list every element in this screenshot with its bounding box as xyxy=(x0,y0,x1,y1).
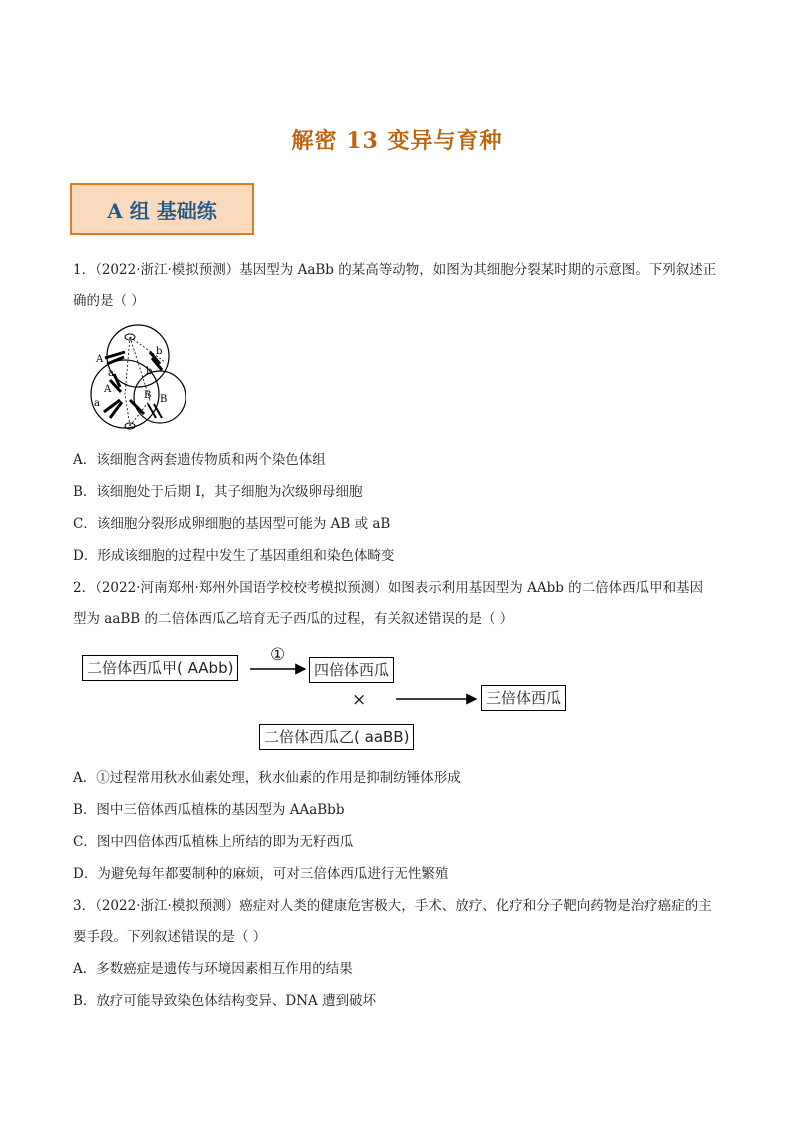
q3-option-a: A．多数癌症是遗传与环境因素相互作用的结果 xyxy=(73,961,353,977)
step-one-marker: ① xyxy=(270,645,286,665)
fig-label-A2: A xyxy=(104,384,112,395)
q1-option-d: D．形成该细胞的过程中发生了基因重组和染色体畸变 xyxy=(73,548,395,564)
q1-stem-line2: 确的是（ ） xyxy=(73,293,145,309)
fig-label-a1: a xyxy=(108,368,114,379)
q1-option-b: B．该细胞处于后期 I，其子细胞为次级卵母细胞 xyxy=(73,484,363,500)
fig-label-A1: A xyxy=(96,354,104,365)
page-title: 解密 13 变异与育种 xyxy=(291,128,503,154)
box-diploid-yi: 二倍体西瓜乙( aaBB) xyxy=(259,724,414,750)
q3-stem-line2: 要手段。下列叙述错误的是（ ） xyxy=(73,929,267,945)
fig-label-a2: a xyxy=(94,398,100,409)
box-diploid-jia: 二倍体西瓜甲( AAbb) xyxy=(82,655,238,681)
q3-stem-line1: 3．（2022·浙江·模拟预测）癌症对人类的健康危害极大，手术、放疗、化疗和分子靶向药物是治疗癌症的主 xyxy=(73,898,712,914)
q3-option-b: B．放疗可能导致染色体结构变异、DNA 遭到破坏 xyxy=(73,993,377,1009)
q2-stem-line2: 型为 aaBB 的二倍体西瓜乙培育无子西瓜的过程，有关叙述错误的是（ ） xyxy=(73,611,514,627)
q2-option-a: A．①过程常用秋水仙素处理，秋水仙素的作用是抑制纺锤体形成 xyxy=(73,770,461,786)
box-triploid: 三倍体西瓜 xyxy=(481,685,566,711)
q2-stem-line1: 2．（2022·河南郑州·郑州外国语学校校考模拟预测）如图表示利用基因型为 AAbb 的二倍体西瓜甲和基因 xyxy=(73,580,704,596)
group-a-label: A 组 基础练 xyxy=(107,198,217,223)
cell-division-figure xyxy=(90,322,186,440)
fig-label-B1: B xyxy=(144,390,152,401)
q2-option-d: D．为避免每年都要制种的麻烦，可对三倍体西瓜进行无性繁殖 xyxy=(73,866,449,882)
fig-label-B2: B xyxy=(160,394,168,405)
fig-label-b1: b xyxy=(156,346,163,357)
q2-option-b: B．图中三倍体西瓜植株的基因型为 AAaBbb xyxy=(73,802,345,818)
cross-symbol: × xyxy=(352,690,367,710)
q1-option-a: A．该细胞含两套遗传物质和两个染色体组 xyxy=(73,452,326,468)
q2-option-c: C．图中四倍体西瓜植株上所结的即为无籽西瓜 xyxy=(73,834,354,850)
q1-stem-line1: 1．（2022·浙江·模拟预测）基因型为 AaBb 的某高等动物，如图为其细胞分裂某时期的示意图。下列叙述正 xyxy=(73,262,717,278)
q1-option-c: C．该细胞分裂形成卵细胞的基因型可能为 AB 或 aB xyxy=(73,516,391,532)
group-a-banner xyxy=(70,183,254,235)
fig-label-b2: b xyxy=(146,366,153,377)
box-tetraploid: 四倍体西瓜 xyxy=(309,657,394,683)
